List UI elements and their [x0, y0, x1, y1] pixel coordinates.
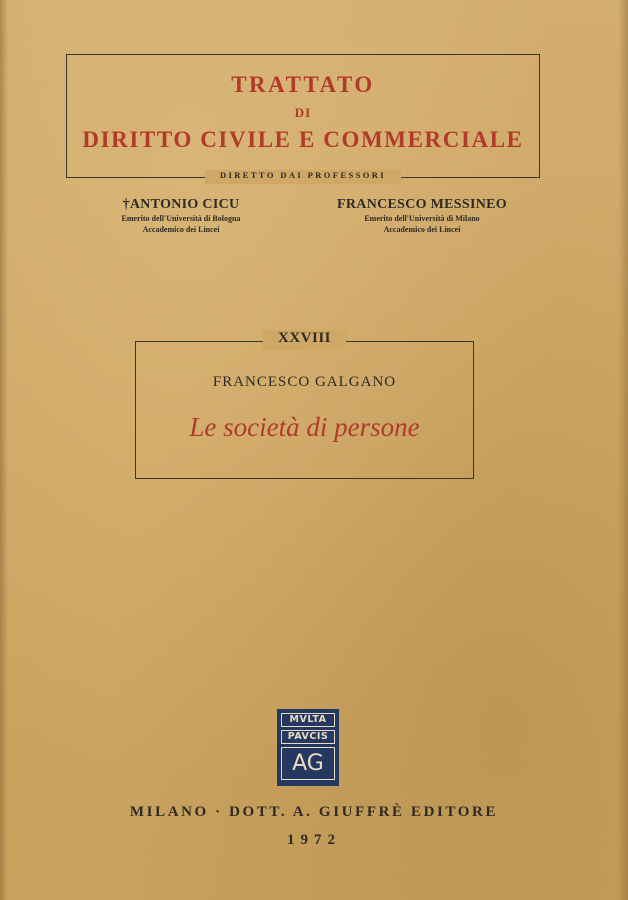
- editor-right: [332, 197, 512, 235]
- editor-left: [96, 197, 266, 235]
- directed-by-label: DIRETTO DAI PROFESSORI: [205, 170, 401, 184]
- cover-edge-left: [0, 0, 8, 900]
- editor-right-affiliation: Emerito dell'Università di Milano: [364, 214, 480, 223]
- volume-box: [135, 341, 474, 479]
- editor-left-affiliation: Emerito dell'Università di Bologna: [121, 214, 241, 223]
- logo-motto-line1: MVLTA: [281, 713, 335, 727]
- series-title-line1: TRATTATO: [231, 72, 375, 97]
- editor-right-academy: Accademico dei Lincei: [383, 225, 461, 234]
- series-title-line2: DI: [294, 105, 312, 120]
- logo-motto-line2: PAVCIS: [281, 730, 335, 744]
- volume-author: FRANCESCO GALGANO: [212, 374, 397, 390]
- series-title-box: [66, 54, 540, 178]
- cover-edge-right: [618, 0, 628, 900]
- volume-title: Le società di persone: [189, 412, 420, 442]
- publisher-logo: [277, 709, 339, 786]
- volume-number: XXVIII: [263, 330, 346, 350]
- logo-monogram: AG: [281, 747, 335, 780]
- publisher-imprint: MILANO · DOTT. A. GIUFFRÈ EDITORE: [129, 804, 499, 820]
- editor-left-academy: Accademico dei Lincei: [142, 225, 220, 234]
- series-title-line3: DIRITTO CIVILE E COMMERCIALE: [82, 127, 524, 152]
- publication-year: 1972: [287, 832, 341, 848]
- editor-left-name: †ANTONIO CICU: [122, 197, 240, 212]
- editor-right-name: FRANCESCO MESSINEO: [337, 197, 507, 212]
